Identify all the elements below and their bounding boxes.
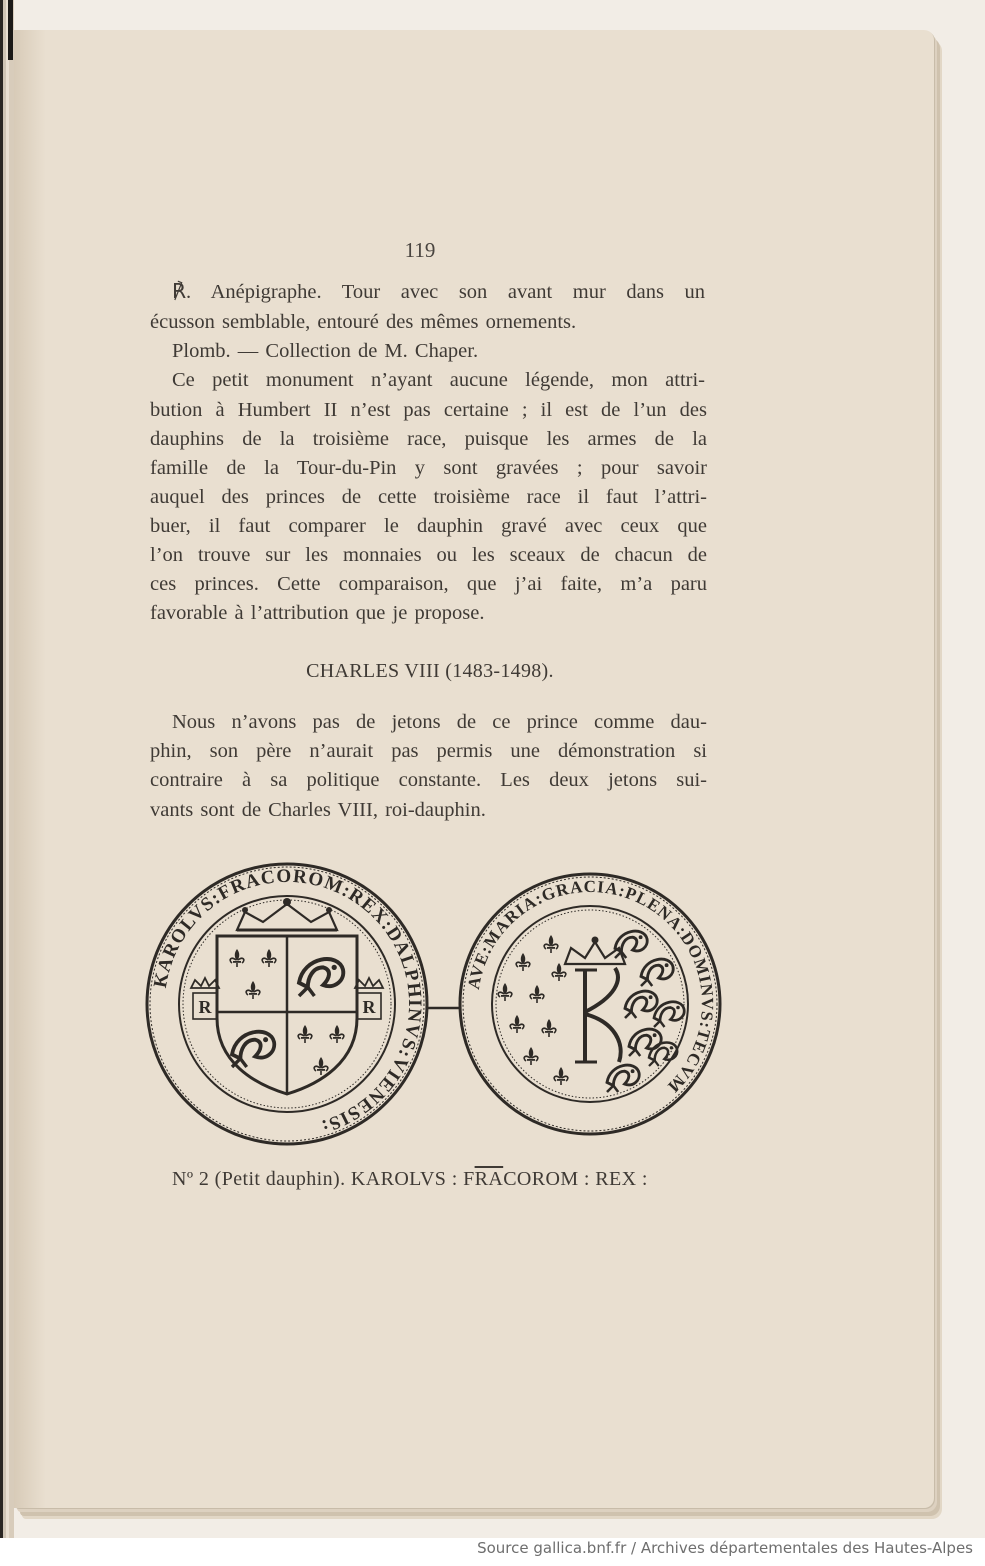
- caption-legend-abbrev: $\overline{RA}$: [474, 1168, 504, 1190]
- intro-line: phin, son père n’aurait pas permis une démonstration si: [150, 740, 707, 762]
- paragraph-attribution-line: l’on trouve sur les monnaies ou les sceaux de chacun de: [150, 544, 707, 566]
- caption-number: Nº 2: [172, 1168, 210, 1190]
- caption-note: (Petit dauphin).: [214, 1168, 346, 1190]
- paragraph-attribution-line: famille de la Tour-du-Pin y sont gravées ; pour savoir: [150, 457, 707, 479]
- source-footer: Source gallica.bnf.fr / Archives départementales des Hautes-Alpes: [477, 1539, 973, 1557]
- binding-strip: [8, 0, 13, 60]
- coin-inner-ring: [492, 906, 688, 1102]
- paragraph-reverse-line-1: ℟. Anépigraphe. Tour avec son avant mur dans un: [172, 281, 705, 303]
- small-crown-icon: [355, 978, 383, 988]
- page-number: 119: [404, 238, 436, 262]
- page-gutter-shadow: [14, 30, 46, 1508]
- paragraph-material: Plomb. — Collection de M. Chaper.: [172, 340, 479, 362]
- paragraph-attribution-line: bution à Humbert II n’est pas certaine ; il est de l’un des: [150, 399, 707, 421]
- jeton-figure: [145, 862, 735, 1146]
- caption-legend-part1: KAROLVS : F: [350, 1168, 475, 1190]
- paragraph-attribution-line: buer, il faut comparer le dauphin gravé avec ceux que: [150, 515, 707, 537]
- intro-line: vants sont de Charles VIII, roi-dauphin.: [150, 799, 486, 821]
- figure-caption: [172, 1168, 648, 1191]
- monogram-k-icon: [585, 968, 621, 1062]
- shield-letter-left: R: [198, 997, 212, 1017]
- paragraph-attribution-line: Ce petit monument n’ayant aucune légende, mon attri-: [172, 369, 705, 391]
- small-crown-icon: [191, 978, 219, 988]
- intro-line: contraire à sa politique constante. Les deux jetons sui-: [150, 769, 707, 791]
- intro-line: Nous n’avons pas de jetons de ce prince comme dau-: [172, 711, 707, 733]
- paragraph-attribution-line: dauphins de la troisième race, puisque les armes de la: [150, 428, 707, 450]
- caption-legend-part2: COROM : REX :: [503, 1168, 648, 1190]
- paragraph-attribution-line: favorable à l’attribution que je propose.: [150, 602, 485, 624]
- paragraph-attribution-line: auquel des princes de cette troisième race il faut l’attri-: [150, 486, 707, 508]
- coin-obverse: [147, 864, 427, 1144]
- paragraph-attribution-line: ces princes. Cette comparaison, que j’ai faite, m’a paru: [150, 573, 707, 595]
- page-stack-edge: [0, 0, 14, 1538]
- coin-reverse: [460, 874, 720, 1134]
- crown-icon: [237, 904, 337, 930]
- coin-obverse-legend: KAROLVS:FRACOROM:REX:DALPHINVS:VIENESIS:: [149, 865, 426, 1138]
- paragraph-reverse-line-2: écusson semblable, entouré des mêmes ornements.: [150, 311, 577, 333]
- coin-reverse-legend: AVE:MARIA:GRACIA:PLENA:DOMINVS:TECVM: [463, 876, 718, 1097]
- shield-letter-right: R: [362, 997, 376, 1017]
- section-heading: CHARLES VIII (1483-1498).: [306, 660, 554, 682]
